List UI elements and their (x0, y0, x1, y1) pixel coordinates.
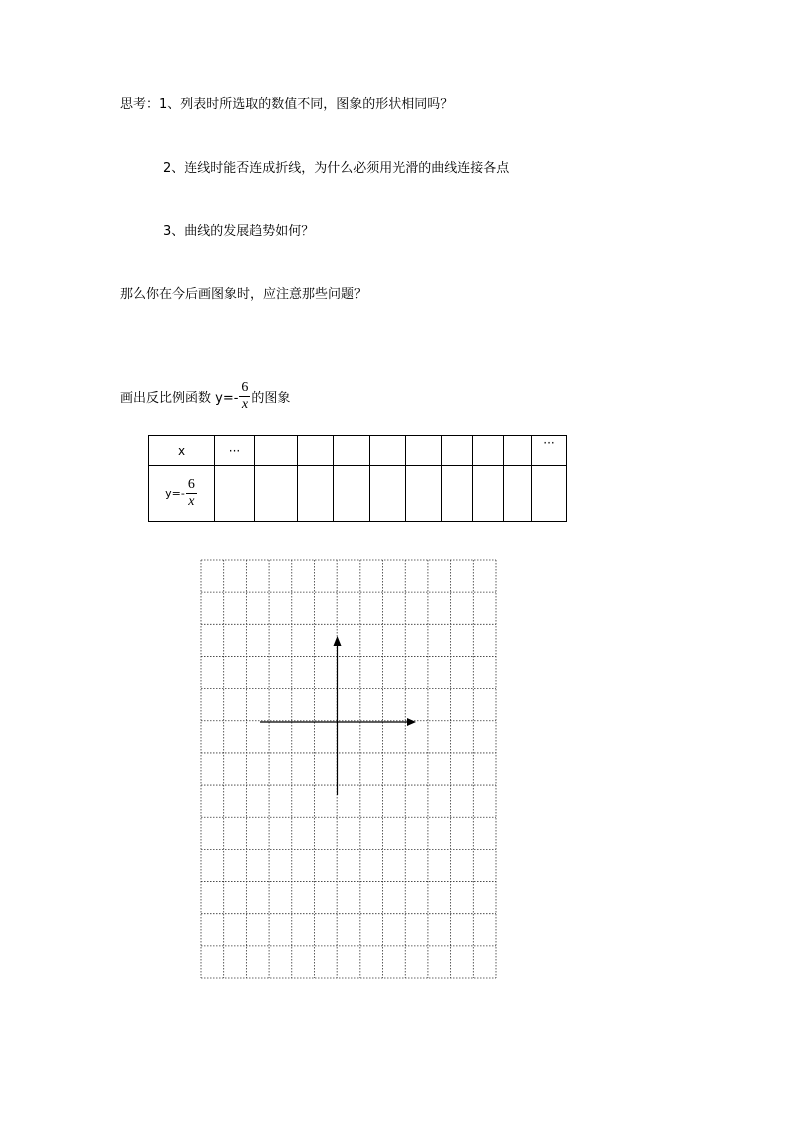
table-y-denominator: x (188, 494, 195, 509)
table-y-prefix: y=- (165, 487, 185, 500)
x-axis-arrow-icon (407, 718, 416, 726)
coordinate-axes (260, 636, 416, 795)
task-denominator: x (241, 397, 249, 412)
grid-lines (201, 560, 496, 978)
task-suffix: 的图象 (251, 391, 291, 406)
table-ellipsis-right: ··· (532, 436, 567, 466)
table-ellipsis-left: ··· (215, 436, 255, 466)
table-header-x: x (149, 436, 215, 466)
question-4: 那么你在今后画图象时，应注意那些问题？ (120, 287, 368, 302)
question-3: 3、曲线的发展趋势如何？ (163, 224, 315, 239)
question-2: 2、连线时能否连成折线，为什么必须用光滑的曲线连接各点 (163, 161, 510, 176)
task-prefix: 画出反比例函数 y=- (120, 391, 239, 406)
question-1: 思考：1、列表时所选取的数值不同，图象的形状相同吗？ (120, 97, 454, 112)
table-y-numerator: 6 (187, 477, 195, 492)
y-axis-arrow-icon (334, 636, 342, 646)
task-numerator: 6 (241, 380, 249, 395)
